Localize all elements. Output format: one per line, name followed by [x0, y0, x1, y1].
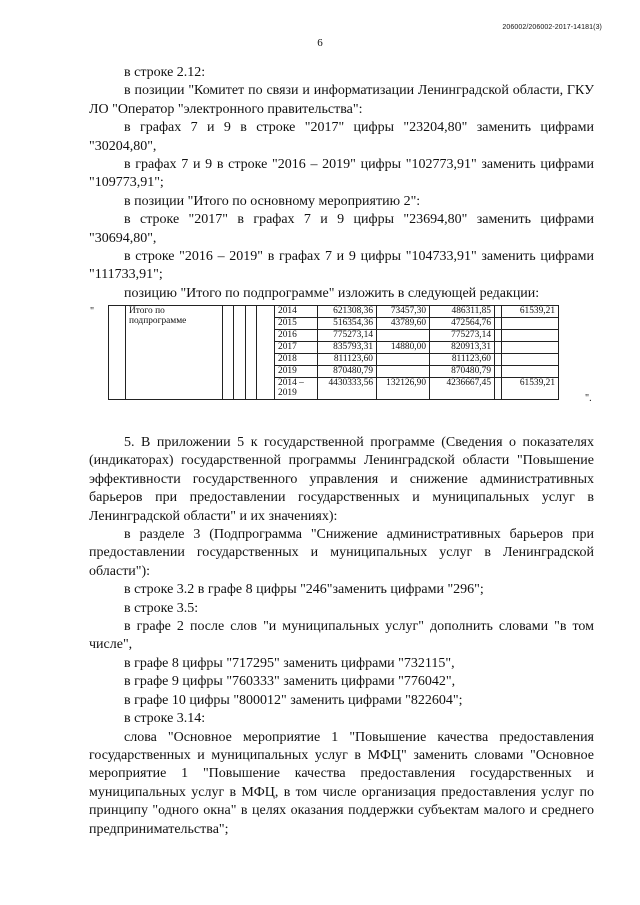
value-cell: 775273,14	[318, 330, 377, 342]
value-cell	[502, 330, 559, 342]
paragraph: в позиции "Итого по основному мероприятию 2":	[124, 193, 421, 209]
value-cell: 4236667,45	[430, 378, 495, 400]
paragraph: в графах 7 и 9 в строке "2017" цифры "23204,80" заменить цифрами "30204,80",	[89, 120, 594, 154]
paragraph: в строке 3.5:	[124, 600, 199, 616]
page-number: 6	[317, 37, 323, 49]
paragraph: слова "Основное мероприятие 1 "Повышение качества предоставления государственных и муниципальных услуг в МФЦ" заменить словами "Основное мероприятие 1 "Повышение качества предоставления государственных и муниципальных услуг в МФЦ, в том числе организация предоставления услуг по принципу "одного окна" в целях оказания поддержки субъектам малого и среднего предпринимательства";	[89, 729, 594, 837]
value-cell	[377, 366, 430, 378]
table-cell	[495, 354, 502, 366]
value-cell: 14880,00	[377, 342, 430, 354]
paragraph: позицию "Итого по подпрограмме" изложить в следующей редакции:	[124, 285, 540, 301]
table-cell	[495, 318, 502, 330]
year-cell: 2016	[275, 330, 318, 342]
year-cell: 2019	[275, 366, 318, 378]
document-number: 206002/206002-2017-14181(3)	[502, 24, 602, 31]
value-cell: 870480,79	[430, 366, 495, 378]
value-cell	[377, 330, 430, 342]
amendments-section-2-12	[89, 64, 594, 303]
paragraph: в строке "2016 – 2019" в графах 7 и 9 цифры "104733,91" заменить цифрами "111733,91";	[89, 249, 594, 283]
value-cell	[502, 354, 559, 366]
table-cell	[495, 366, 502, 378]
value-cell: 820913,31	[430, 342, 495, 354]
value-cell: 61539,21	[502, 378, 559, 400]
table-cell	[246, 306, 257, 400]
paragraph: в графе 10 цифры "800012" заменить цифрами "822604";	[124, 692, 463, 708]
value-cell: 43789,60	[377, 318, 430, 330]
paragraph: в строке 3.2 в графе 8 цифры "246"заменить цифрами "296";	[124, 582, 484, 598]
table-cell	[234, 306, 246, 400]
value-cell: 73457,30	[377, 306, 430, 318]
value-cell	[502, 318, 559, 330]
value-cell: 811123,60	[318, 354, 377, 366]
paragraph: в разделе 3 (Подпрограмма "Снижение административных барьеров при предоставлении государственных и муниципальных услуг в Ленинградской области"):	[89, 527, 594, 579]
value-cell: 486311,85	[430, 306, 495, 318]
table-cell	[495, 342, 502, 354]
value-cell: 61539,21	[502, 306, 559, 318]
row-label: Итого по подпрограмме	[126, 306, 223, 400]
table-cell	[495, 330, 502, 342]
paragraph: в графах 7 и 9 в строке "2016 – 2019" цифры "102773,91" заменить цифрами "109773,91";	[89, 157, 594, 191]
value-cell	[502, 342, 559, 354]
table-open-quote: "	[90, 306, 95, 317]
paragraph: в графе 2 после слов "и муниципальных услуг" дополнить словами "в том числе",	[89, 619, 594, 653]
value-cell: 4430333,56	[318, 378, 377, 400]
value-cell: 775273,14	[430, 330, 495, 342]
value-cell	[377, 354, 430, 366]
year-cell: 2015	[275, 318, 318, 330]
amendments-appendix-5	[89, 434, 594, 839]
paragraph: в позиции "Комитет по связи и информатизации Ленинградской области, ГКУ ЛО "Оператор "электронного правительства":	[89, 83, 594, 117]
year-cell: 2018	[275, 354, 318, 366]
value-cell: 870480,79	[318, 366, 377, 378]
subprogram-total-table	[108, 305, 559, 400]
paragraph: в строке 2.12:	[124, 65, 206, 80]
value-cell: 132126,90	[377, 378, 430, 400]
table-cell	[223, 306, 234, 400]
paragraph: в графе 9 цифры "760333" заменить цифрами "776042",	[124, 674, 456, 690]
paragraph: 5. В приложении 5 к государственной программе (Сведения о показателях (индикаторах) государственной программы Ленинградской области "Повышение эффективности государственного управления и снижение административных барьеров при предоставлении государственных и муниципальных услуг в Ленинградской области" и их значениях):	[89, 435, 594, 524]
table-close-quote: ".	[585, 393, 592, 404]
table-row	[109, 306, 559, 318]
paragraph: в строке 3.14:	[124, 711, 206, 727]
paragraph: в графе 8 цифры "717295" заменить цифрами "732115",	[124, 655, 455, 671]
value-cell	[502, 366, 559, 378]
value-cell: 516354,36	[318, 318, 377, 330]
table-cell	[495, 306, 502, 318]
year-cell: 2014	[275, 306, 318, 318]
value-cell: 472564,76	[430, 318, 495, 330]
value-cell: 835793,31	[318, 342, 377, 354]
table-cell	[495, 378, 502, 400]
table-cell	[109, 306, 126, 400]
paragraph: в строке "2017" в графах 7 и 9 цифры "23694,80" заменить цифрами "30694,80",	[89, 212, 594, 246]
year-cell: 2017	[275, 342, 318, 354]
value-cell: 811123,60	[430, 354, 495, 366]
year-cell: 2014 – 2019	[275, 378, 318, 400]
table-cell	[257, 306, 275, 400]
value-cell: 621308,36	[318, 306, 377, 318]
